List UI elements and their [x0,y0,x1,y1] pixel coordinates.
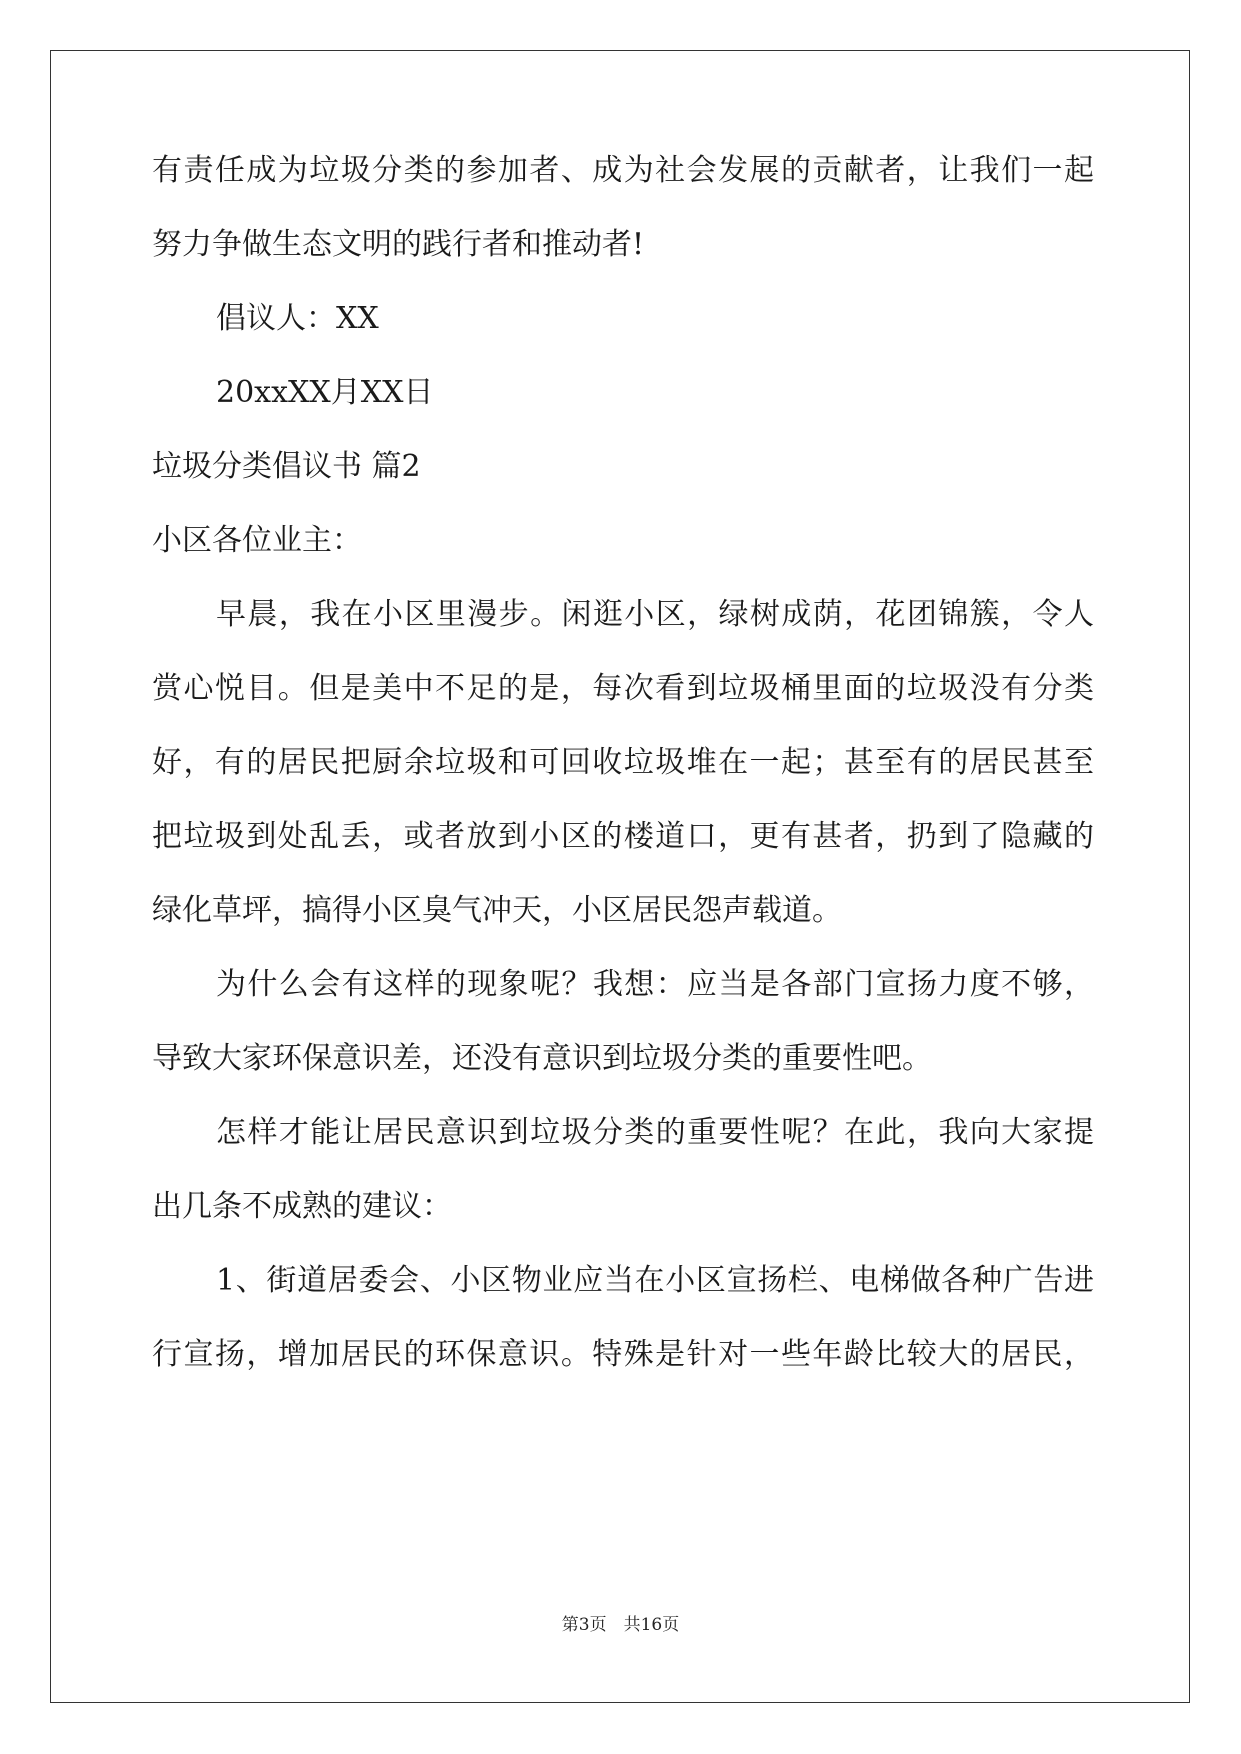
text-line: 行宣扬，增加居民的环保意识。特殊是针对一些年龄比较大的居民， [152,1337,1094,1372]
text-line: 好，有的居民把厨余垃圾和可回收垃圾堆在一起；甚至有的居民甚至 [152,745,1094,780]
signatory-line: 倡议人：XX [216,301,379,336]
text-line: 导致大家环保意识差，还没有意识到垃圾分类的重要性吧。 [152,1041,932,1076]
text-line: 把垃圾到处乱丢，或者放到小区的楼道口，更有甚者，扔到了隐藏的 [152,819,1094,854]
text-line: 早晨，我在小区里漫步。闲逛小区，绿树成荫，花团锦簇，令人 [216,597,1094,632]
text-line: 1、街道居委会、小区物业应当在小区宣扬栏、电梯做各种广告进 [216,1263,1094,1298]
text-line: 努力争做生态文明的践行者和推动者! [152,227,645,262]
text-line: 为什么会有这样的现象呢？我想：应当是各部门宣扬力度不够， [216,967,1094,1002]
text-line: 有责任成为垃圾分类的参加者、成为社会发展的贡献者，让我们一起 [152,153,1094,188]
text-line: 绿化草坪，搞得小区臭气冲天，小区居民怨声载道。 [152,893,842,928]
text-line: 赏心悦目。但是美中不足的是，每次看到垃圾桶里面的垃圾没有分类 [152,671,1094,706]
date-line: 20xxXX月XX日 [216,375,434,410]
page-number-footer: 第3页 共16页 [561,1615,680,1635]
salutation: 小区各位业主： [152,523,362,558]
text-line: 怎样才能让居民意识到垃圾分类的重要性呢？在此，我向大家提 [216,1115,1094,1150]
page-border [50,50,1190,1703]
section-heading: 垃圾分类倡议书 篇2 [152,449,421,484]
text-line: 出几条不成熟的建议： [152,1189,452,1224]
